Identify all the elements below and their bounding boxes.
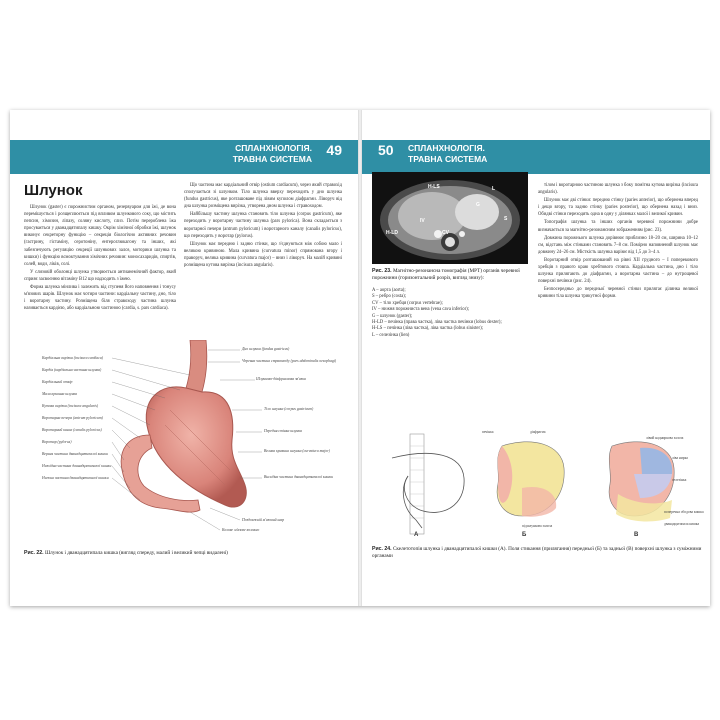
- mri-image: [372, 172, 528, 264]
- panel-b-drawing: [497, 442, 564, 517]
- figure-23-caption: [372, 268, 532, 281]
- right-header-band: [362, 140, 710, 174]
- legend-item: CV – тіло хребця (corpus vertebrae);: [372, 300, 443, 306]
- mri-label: L: [492, 186, 496, 192]
- figure-label: Воротарна печера (antrum pyloricum): [42, 416, 103, 420]
- right-body-column: [538, 182, 698, 302]
- mri-label: H-LS: [428, 184, 440, 190]
- figure-label: Черевна частина стравоходу (pars abdominalis oesophagi): [242, 359, 337, 363]
- caption-label: Рис. 24.: [372, 546, 392, 552]
- left-body-column-1: [24, 204, 176, 313]
- paragraph: Топографія шлунка та інших органів черевної порожнини добре визначається за магнітно-резонансним зображенням (рис. 23).: [538, 220, 698, 233]
- mri-label: IV: [420, 218, 425, 224]
- mri-label: S: [504, 216, 508, 222]
- legend-item: H-LS – печінка (ліва частка), ліва частка (lobus sinister);: [372, 326, 483, 332]
- figure-24-caption: [372, 546, 702, 559]
- figure-label: Кардія (кардіальна частина шлунка): [42, 368, 102, 372]
- legend-item: A – аорта (aorta);: [372, 288, 406, 293]
- figure-label: Шлунково-діафрагмова зв'язка: [256, 377, 306, 381]
- figure-label: Кутова вирізка (incisura angularis): [42, 404, 99, 408]
- figure-label: селезінка: [672, 478, 687, 482]
- stomach-illustration: [40, 340, 350, 540]
- figure-label: Воротарний канал (canalis pyloricus): [42, 428, 102, 432]
- caption-text: Шлунок і дванадцятипала кишка (вигляд спереду, малий і великий чепці видалені): [44, 550, 228, 556]
- figure-label: Тіло шлунка (corpus gastricum): [264, 407, 314, 411]
- figure-label: Висхідна частина дванадцятипалої кишки: [264, 475, 334, 479]
- right-page-number: 50: [378, 142, 394, 158]
- legend-item: S – ребро (costa);: [372, 294, 407, 300]
- caption-text: Скелетотопія шлунка і дванадцятипалої кишки (А). Поля стикання (прилягання) передньої (Б) та задньої (В) поверхні шлунка з суміжними органами: [372, 546, 702, 559]
- paragraph: У слизовій оболонці шлунка утворюється антианемічний фактор, який сприяє засвоєнню вітаміну B12 що надходить з їжею.: [24, 269, 176, 282]
- mri-label: CV: [442, 230, 449, 236]
- figure-label: Нижня частина дванадцятипалої кишки: [42, 476, 109, 480]
- mri-label: G: [476, 202, 480, 208]
- figure-label: діафрагма: [530, 430, 546, 434]
- paragraph: Довжина порожнього шлунка дорівнює приблизно 18–20 см, ширина 10–12 см, відстань між стінками становить 7–8 см. Помірно наповнений шлунок має довжину 24–26 см. Місткість шлунка варіює від 1,5 до 3–4 л.: [538, 235, 698, 255]
- figure-label: Поздовжній м'язовий шар: [242, 518, 285, 522]
- legend-item: H-LD – печінка (права частка), ліва частка печінки (lobus dexter);: [372, 320, 502, 326]
- legend-item: G – шлунок (gaster);: [372, 313, 413, 319]
- right-page: [362, 110, 710, 606]
- figure-label: печінка: [482, 430, 494, 434]
- figure-label: поперечна ободова кишка: [664, 510, 704, 514]
- left-body-column-2: [184, 182, 342, 270]
- paragraph: тілом і воротарною частиною шлунка з боку помітна кутова вирізка (incisura angularis).: [538, 183, 698, 196]
- panel-letter-a: А: [414, 532, 419, 538]
- figure-label: Велика кривина шлунка (curvatura major): [264, 449, 330, 453]
- figure-label: Низхідна частина дванадцятипалої кишки: [42, 464, 112, 468]
- paragraph: Що частина має кардіальний отвір (ostium cardiacum), через який стравохід сполучається зі шлунком. Тіло шлунка вверху переходить у дно шлунка (fundus gastricus), яке розташоване під лівим куполом діафрагми. Ліворуч від дна шлунка розміщена вирізка, утворена дном шлунка і стравоходом.: [184, 183, 342, 210]
- figure-label: Кардіальна вирізка (incisura cardiaca): [42, 356, 104, 360]
- left-running-header: СПЛАНХНОЛОГІЯ. ТРАВНА СИСТЕМА: [232, 143, 312, 164]
- caption-label: Рис. 22.: [24, 550, 44, 556]
- figure-label: Мала кривина шлунка: [42, 392, 78, 396]
- legend-item: L – селезінка (lien): [372, 332, 410, 338]
- paragraph: Форма шлунка мінлива і залежить від ступеня його наповнення і тонусу м'язових шарів. Шлунок має чотири частини: кардіальну частину, дно, тіло і воротарну частину. Розміщена біля стравоходу частина шлунка називається кардією, або кардіальною частиною (cardia, s. pars cardiaca).: [24, 285, 176, 312]
- paragraph: Шлунок (gaster) є порожнистим органом, резервуаром для їжі, де вона перемішується і розщеплюється під впливом шлункового соку, що містить пепсин, хімозин, ліпазу, соляну кислоту, слиз. Потім перероблена їжа просувається у дванадцятипалу кишку. Окрім хімічної обробки їжі, шлунок виконує секреторну функцію – секреція біологічно активних речовин (гастрину, гістаміну, серотоніну, ентероглюкагону та інших, які забезпечують регуляцію секреції шлункових залоз, моторики шлунка та кишки) і функцію всмоктування хімічних речовин: моносахаридів, спиртів, солей, води, ліків, солі.: [24, 205, 176, 267]
- figure-label: Воротар (pylorus): [42, 440, 72, 444]
- caption-text: Магнітно-резонансна томографія (МРТ) органів черевної порожнини (горизонтальний розріз, вигляд знизу):: [372, 268, 520, 281]
- left-page: [10, 110, 358, 606]
- figure-label: ліва нирка: [672, 456, 688, 460]
- legend-item: IV – нижня порожниста вена (vena cava inferior);: [372, 307, 470, 313]
- figure-24: [372, 428, 702, 542]
- figure-label: Верхня частина дванадцятипалої кишки: [42, 452, 108, 456]
- caption-label: Рис. 23.: [372, 268, 392, 274]
- mri-legend: [372, 288, 532, 339]
- figure-label: підшлункова залоза: [522, 524, 553, 528]
- figure-label: дванадцятипала кишка: [664, 522, 700, 526]
- paragraph: Воротарний отвір розташований на рівні XII грудного – I поперекового хребців з правого краю хребтового стовпа. Кардіальна частина, дно і тіло шлунка прилягають до діафрагми, а воротарна частина – до нутрощевої поверхні печінки (рис. 24).: [538, 257, 698, 285]
- paragraph: Шлунок має дві стінки: передню стінку (paries anterior), що обернена вперед і дещо вгору, та задню стінку (paries posterior), що обернена назад і вниз. Обидві стінки переходять одна в одну у ділянках малої і великої кривин.: [538, 198, 698, 218]
- left-page-number: 49: [326, 142, 342, 158]
- section-title: Шлунок: [24, 182, 83, 199]
- mri-label: H-LD: [386, 230, 398, 236]
- panel-a-drawing: [392, 434, 464, 534]
- book-spread: [10, 110, 710, 606]
- figure-label: Дно шлунка (fundus gastricus): [242, 347, 290, 351]
- panel-letter-c: В: [634, 532, 639, 538]
- figure-22-caption: [24, 550, 344, 557]
- left-header-band: [10, 140, 358, 174]
- paragraph: Найбільшу частину шлунка становить тіло шлунка (corpus gastricum), яке переходить у воротарну частину шлунка (pars pylorica). Вона складається з воротарної печери (antrum pyloricum) і воротарного каналу (canalis pyloricus), що переходить у воротар (pylorus).: [184, 212, 342, 239]
- figure-label: Колове м'язове волокно: [222, 528, 260, 532]
- paragraph: Шлунок має передню і задню стінки, що з'єднуються між собою мало і великою кривиною. Мала кривина (curvatura minor) спрямована вгору і праворуч, велика кривина (curvatura major) – вниз і ліворуч. На малій кривині розміщена кутова вирізка (incisura angularis).: [184, 241, 342, 269]
- figure-label: Передня стінка шлунка: [264, 429, 302, 433]
- figure-label: Кардіальний отвір: [42, 380, 73, 384]
- panel-letter-b: Б: [522, 532, 527, 538]
- right-running-header: СПЛАНХНОЛОГІЯ. ТРАВНА СИСТЕМА: [408, 143, 488, 164]
- figure-label: лівий надниркова залоза: [646, 436, 684, 440]
- paragraph: Безпосередньо до передньої черевної стінки прилягає ділянка великої кривини тіла шлунка трикутної форми.: [538, 287, 698, 300]
